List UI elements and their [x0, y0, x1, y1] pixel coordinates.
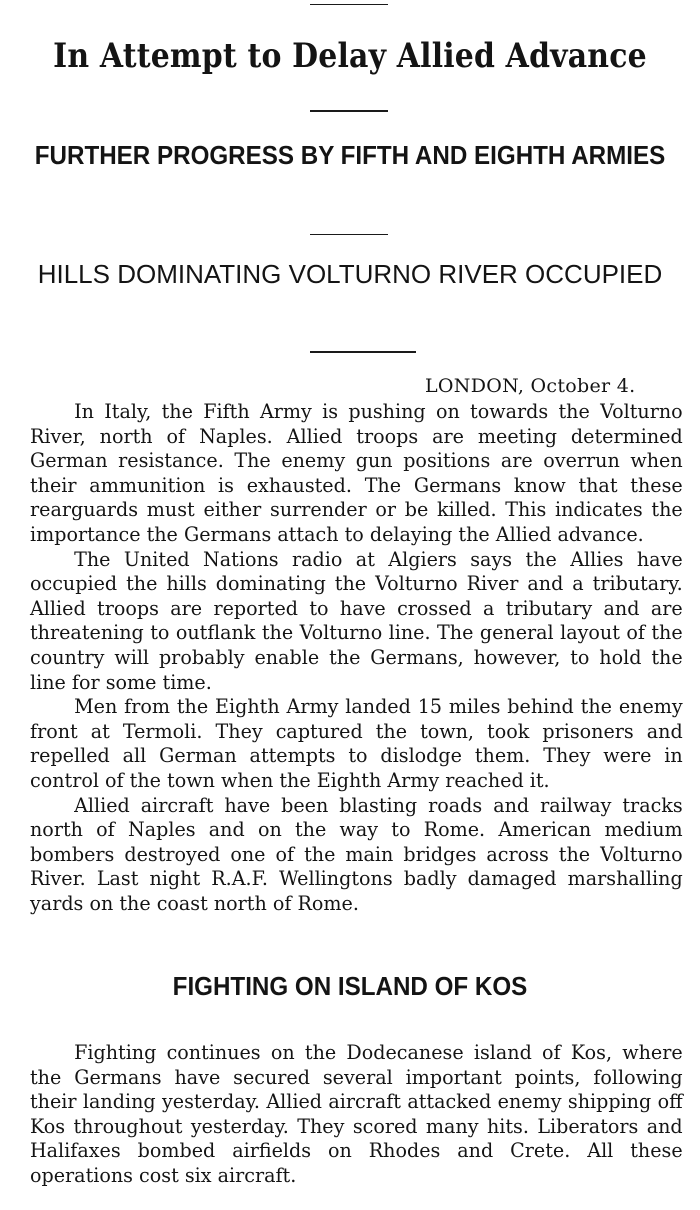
section-2-heading: FIGHTING ON ISLAND OF KOS: [172, 971, 528, 1001]
subhead-2: HILLS DOMINATING VOLTURNO RIVER OCCUPIED: [37, 259, 663, 289]
paragraph-2: The United Nations radio at Algiers says the Allies have occupied the hills dominating the Volturno River and a tributary. Allied troops are reported to have crossed a tributary and are threatening to outflank the Volturno line. The general layout of the country will probably enable the Germans, however, to hold the line for some time.: [30, 547, 683, 694]
headline: In Attempt to Delay Allied Advance: [53, 36, 647, 76]
paragraph-3: Men from the Eighth Army landed 15 miles behind the enemy front at Termoli. They captured the town, took prisoners and repelled all German attempts to dislodge them. They were in control of the town when the Eighth Army reached it.: [30, 695, 683, 792]
subhead-1-rule: [310, 234, 388, 235]
story-body: [30, 400, 696, 916]
paragraph-1: In Italy, the Fifth Army is pushing on towards the Volturno River, north of Naples. Allied troops are meeting determined German resistance. The enemy gun positions are overrun when their ammunition is exhausted. The Germans know that these rearguards must either surrender or be killed. This indicates the importance the Germans attach to delaying the Allied advance.: [30, 400, 683, 546]
section-2-body: [30, 1041, 696, 1189]
paragraph-4: Allied aircraft have been blasting roads and railway tracks north of Naples and on the way to Rome. American medium bombers destroyed one of the main bridges across the Volturno River. Last night R.A.F. Wellingtons badly damaged marshalling yards on the coast north of Rome.: [30, 793, 683, 915]
top-rule: [310, 4, 388, 5]
paragraph-kos: Fighting continues on the Dodecanese island of Kos, where the Germans have secured several important points, following their landing yesterday. Allied aircraft attacked enemy shipping off Kos throughout yesterday. They scored many hits. Liberators and Halifaxes bombed airfields on Rhodes and Crete. All these operations cost six aircraft.: [30, 1041, 683, 1187]
headline-rule: [310, 110, 388, 112]
subhead-2-rule: [310, 351, 416, 353]
subhead-1: FURTHER PROGRESS BY FIFTH AND EIGHTH ARMIES: [34, 140, 666, 170]
dateline: LONDON, October 4.: [425, 375, 636, 397]
